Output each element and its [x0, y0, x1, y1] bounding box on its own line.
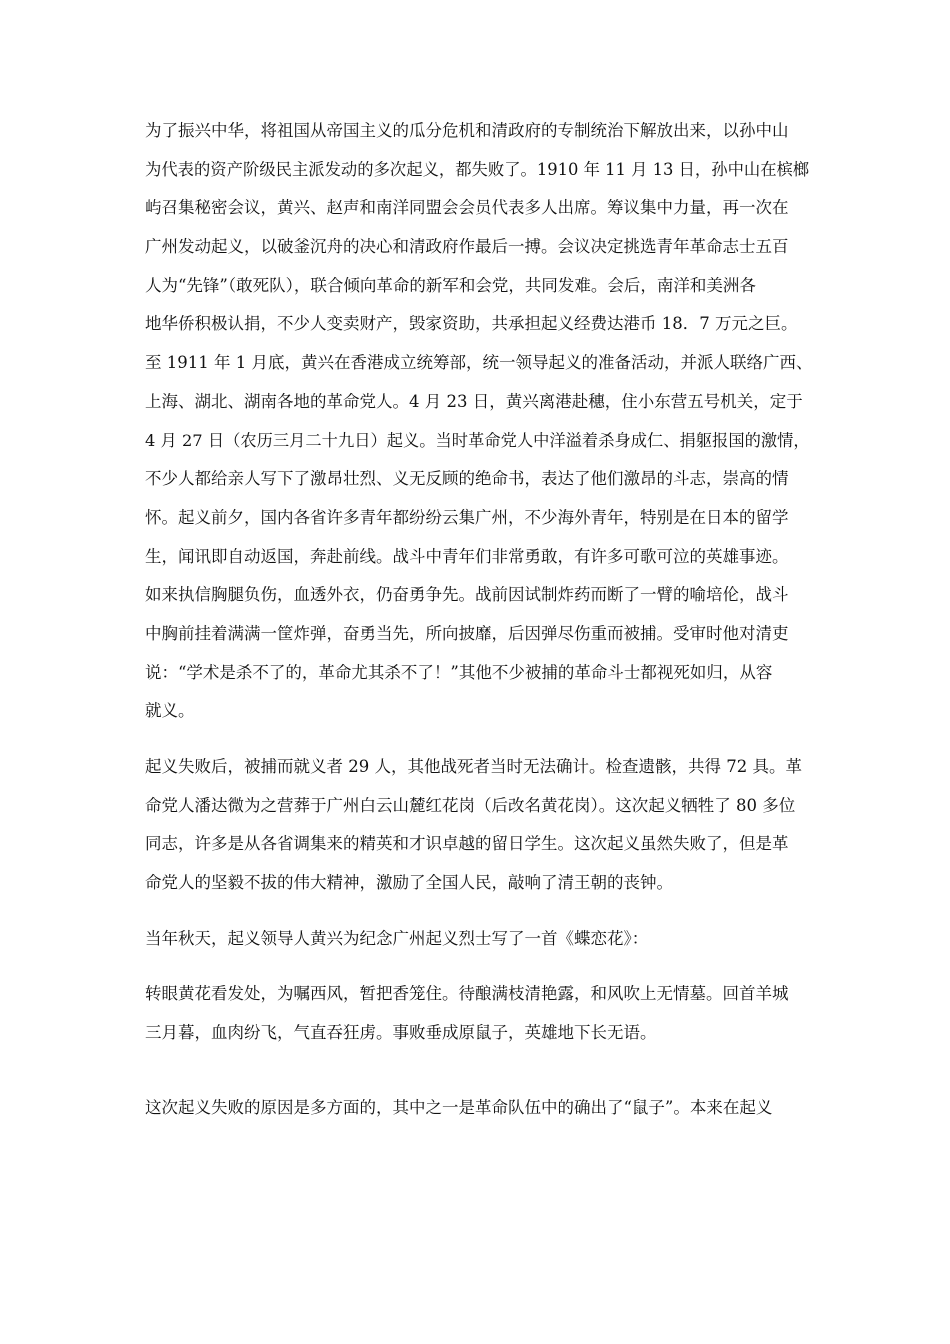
paragraph-1 — [145, 112, 813, 731]
paragraph-5 — [145, 1089, 813, 1128]
text-line: 不少人都给亲人写下了激昂壮烈、义无反顾的绝命书，表达了他们激昂的斗志，崇高的情 — [145, 469, 789, 489]
text-line: 怀。起义前夕，国内各省许多青年都纷纷云集广州，不少海外青年，特别是在日本的留学 — [145, 507, 789, 527]
text-line: 中胸前挂着满满一筐炸弹，奋勇当先，所向披靡，后因弹尽伤重而被捕。受审时他对清吏 — [145, 623, 789, 643]
text-line: 为代表的资产阶级民主派发动的多次起义，都失败了。1910 年 11 月 13 日，孙中山在槟榔 — [145, 159, 810, 179]
text-line: 这次起义失败的原因是多方面的，其中之一是革命队伍中的确出了“鼠子”。本来在起义 — [145, 1097, 773, 1117]
text-line: 生，闻讯即自动返国，奔赴前线。战斗中青年们非常勇敢，有许多可歌可泣的英雄事迹。 — [145, 546, 789, 566]
paragraph-2 — [145, 748, 813, 903]
text-line: 转眼黄花看发处，为嘱西风，暂把香笼住。待酿满枝清艳露，和风吹上无情墓。回首羊城 — [145, 984, 789, 1004]
text-line: 起义失败后，被捕而就义者 29 人，其他战死者当时无法确计。检查遗骸，共得 72 具。革 — [145, 757, 802, 776]
paragraph-spacer — [145, 1053, 813, 1089]
text-line: 同志，许多是从各省调集来的精英和才识卓越的留日学生。这次起义虽然失败了，但是革 — [145, 834, 789, 854]
text-line: 就义。 — [145, 701, 195, 721]
text-line: 至 1911 年 1 月底，黄兴在香港成立统筹部，统一领导起义的准备活动，并派人联络广西、 — [145, 353, 813, 373]
text-line: 为了振兴中华，将祖国从帝国主义的瓜分危机和清政府的专制统治下解放出来，以孙中山 — [145, 121, 789, 140]
text-line: 命党人潘达微为之营葬于广州白云山麓红花岗（后改名黄花岗）。这次起义牺牲了 80 多位 — [145, 795, 796, 815]
poem-paragraph — [145, 975, 813, 1052]
text-line: 广州发动起义，以破釜沉舟的决心和清政府作最后一搏。会议决定挑选青年革命志士五百 — [145, 237, 789, 257]
text-line: 说：“学术是杀不了的，革命尤其杀不了！”其他不少被捕的革命斗士都视死如归，从容 — [145, 662, 773, 682]
text-line: 上海、湖北、湖南各地的革命党人。4 月 23 日，黄兴离港赴穗，住小东营五号机关，定于 — [145, 391, 803, 411]
text-line: 屿召集秘密会议，黄兴、赵声和南洋同盟会会员代表多人出席。筹议集中力量，再一次在 — [145, 198, 789, 218]
text-line: 如来执信胸腿负伤，血透外衣，仍奋勇争先。战前因试制炸药而断了一臂的喻培伦，战斗 — [145, 585, 789, 605]
text-line: 当年秋天，起义领导人黄兴为纪念广州起义烈士写了一首《蝶恋花》： — [145, 928, 649, 948]
paragraph-spacer — [145, 958, 813, 975]
text-line: 三月暮，血肉纷飞，气直吞狂虏。事败垂成原鼠子，英雄地下长无语。 — [145, 1023, 657, 1043]
text-line: 人为“先锋”（敢死队），联合倾向革命的新军和会党，共同发难。会后，南洋和美洲各 — [145, 275, 756, 295]
paragraph-spacer — [145, 731, 813, 748]
paragraph-3 — [145, 920, 813, 959]
text-line: 命党人的坚毅不拔的伟大精神，激励了全国人民，敲响了清王朝的丧钟。 — [145, 873, 673, 893]
text-line: 4 月 27 日（农历三月二十九日）起义。当时革命党人中洋溢着杀身成仁、捐躯报国的激情， — [145, 430, 810, 450]
document-body — [145, 112, 813, 1128]
paragraph-spacer — [145, 903, 813, 920]
text-line: 地华侨积极认捐，不少人变卖财产，毁家资助，共承担起义经费达港币 18．7 万元之巨。 — [145, 314, 798, 334]
